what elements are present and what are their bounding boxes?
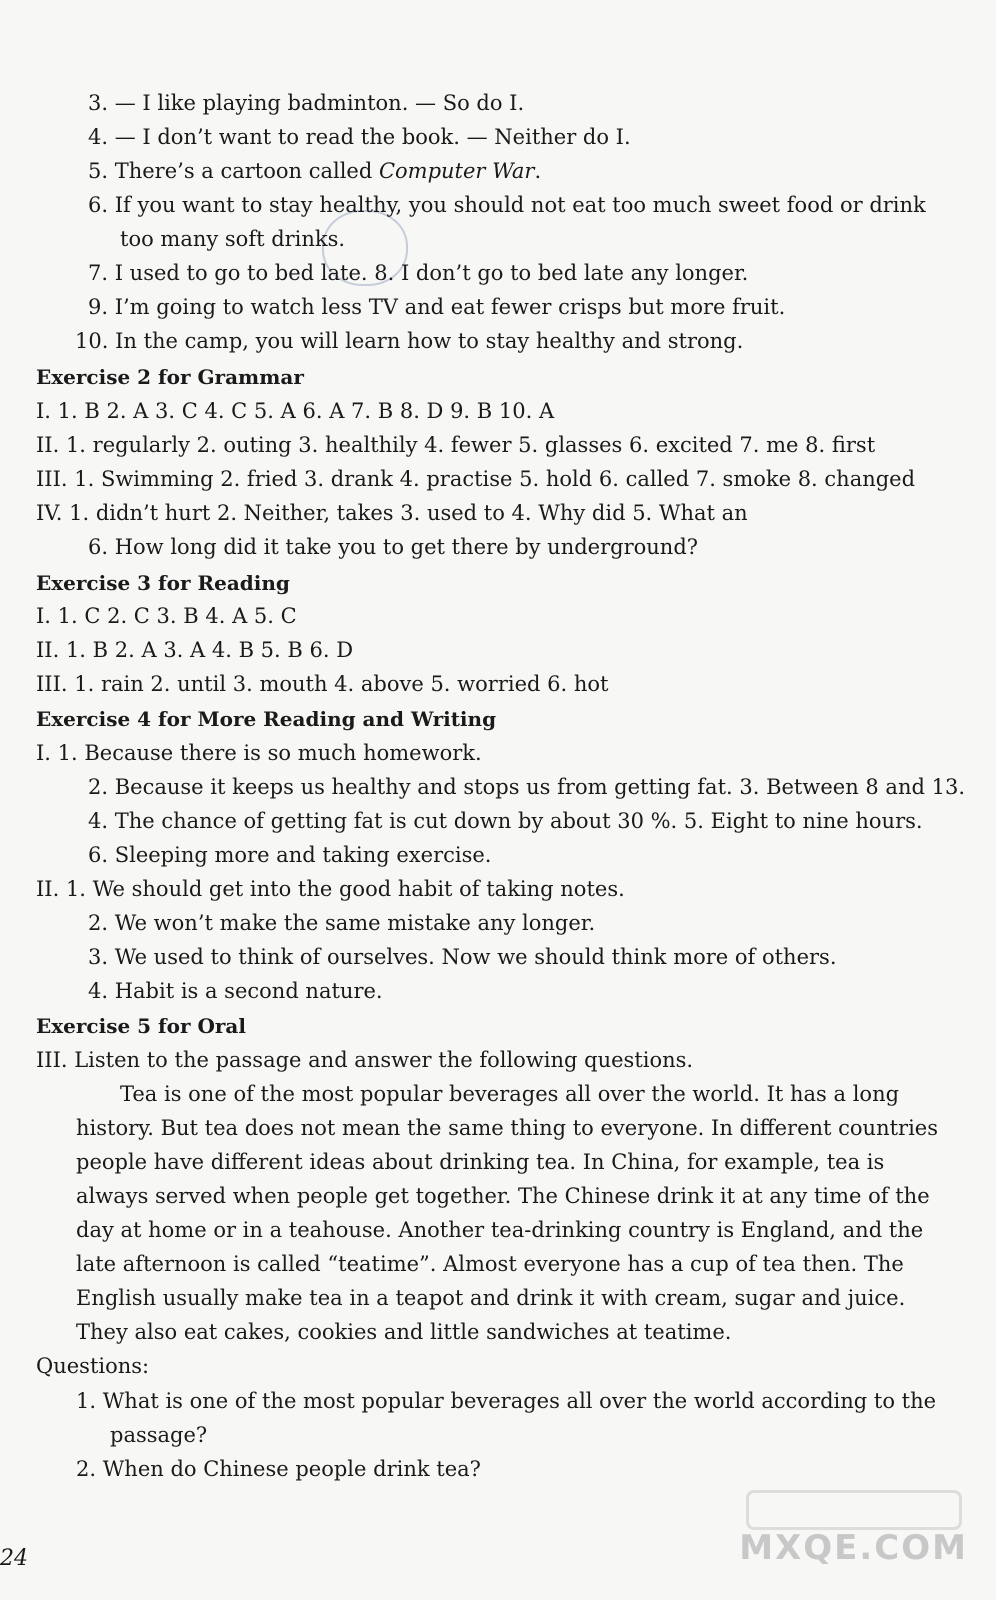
answer-line: 2. Because it keeps us healthy and stops us from getting fat. 3. Between 8 and 13. xyxy=(88,775,965,799)
answer-line: 5. There’s a cartoon called Computer War. xyxy=(88,159,542,183)
section-heading: Exercise 4 for More Reading and Writing xyxy=(36,707,497,731)
passage-line: late afternoon is called “teatime”. Almost everyone has a cup of tea then. The xyxy=(76,1252,904,1276)
watermark-text: MXQE.COM xyxy=(739,1528,968,1568)
answer-line: 3. — I like playing badminton. — So do I. xyxy=(88,91,525,115)
passage-line: English usually make tea in a teapot and drink it with cream, sugar and juice. xyxy=(76,1286,906,1310)
section-heading: Exercise 2 for Grammar xyxy=(36,365,304,389)
answer-line: II. 1. We should get into the good habit of taking notes. xyxy=(36,877,625,901)
answer-line: II. 1. regularly 2. outing 3. healthily 4. fewer 5. glasses 6. excited 7. me 8. first xyxy=(36,433,876,457)
question-line: 1. What is one of the most popular beverages all over the world according to the xyxy=(76,1389,937,1413)
instruction-line: III. Listen to the passage and answer the following questions. xyxy=(36,1048,694,1072)
answer-line: 10. In the camp, you will learn how to stay healthy and strong. xyxy=(75,329,744,353)
answer-line: 4. Habit is a second nature. xyxy=(88,979,383,1003)
answer-line: 3. We used to think of ourselves. Now we should think more of others. xyxy=(88,945,837,969)
answer-line: I. 1. C 2. C 3. B 4. A 5. C xyxy=(36,604,297,628)
question-line: passage? xyxy=(110,1423,208,1447)
answer-line: 9. I’m going to watch less TV and eat fewer crisps but more fruit. xyxy=(88,295,786,319)
answer-line: 6. Sleeping more and taking exercise. xyxy=(88,843,492,867)
page-number: 24 xyxy=(0,1546,28,1571)
answer-line: 6. If you want to stay healthy, you should not eat too much sweet food or drink xyxy=(88,193,926,217)
answer-line: 2. We won’t make the same mistake any longer. xyxy=(88,911,596,935)
answer-line: 6. How long did it take you to get there by underground? xyxy=(88,535,699,559)
passage-line: day at home or in a teahouse. Another tea-drinking country is England, and the xyxy=(76,1218,924,1242)
answer-line: II. 1. B 2. A 3. A 4. B 5. B 6. D xyxy=(36,638,354,662)
passage-line: They also eat cakes, cookies and little sandwiches at teatime. xyxy=(76,1320,732,1344)
passage-line: history. But tea does not mean the same thing to everyone. In different countries xyxy=(76,1116,938,1140)
passage-line: people have different ideas about drinking tea. In China, for example, tea is xyxy=(76,1150,885,1174)
answer-line: too many soft drinks. xyxy=(120,227,346,251)
answer-line: I. 1. Because there is so much homework. xyxy=(36,741,482,765)
section-heading: Exercise 3 for Reading xyxy=(36,571,290,595)
answer-line: I. 1. B 2. A 3. C 4. C 5. A 6. A 7. B 8. D 9. B 10. A xyxy=(36,399,555,423)
passage-line: Tea is one of the most popular beverages all over the world. It has a long xyxy=(120,1082,900,1106)
answer-line: IV. 1. didn’t hurt 2. Neither, takes 3. used to 4. Why did 5. What an xyxy=(36,501,748,525)
watermark-logo-icon xyxy=(746,1490,962,1530)
section-heading: Exercise 5 for Oral xyxy=(36,1014,246,1038)
answer-line: 4. — I don’t want to read the book. — Neither do I. xyxy=(88,125,631,149)
answer-line: III. 1. Swimming 2. fried 3. drank 4. practise 5. hold 6. called 7. smoke 8. changed xyxy=(36,467,916,491)
answer-line: 4. The chance of getting fat is cut down by about 30 %. 5. Eight to nine hours. xyxy=(88,809,923,833)
passage-line: always served when people get together. The Chinese drink it at any time of the xyxy=(76,1184,930,1208)
answer-line: III. 1. rain 2. until 3. mouth 4. above 5. worried 6. hot xyxy=(36,672,609,696)
question-line: 2. When do Chinese people drink tea? xyxy=(76,1457,481,1481)
answer-line: 7. I used to go to bed late. 8. I don’t go to bed late any longer. xyxy=(88,261,749,285)
questions-label: Questions: xyxy=(36,1354,150,1378)
